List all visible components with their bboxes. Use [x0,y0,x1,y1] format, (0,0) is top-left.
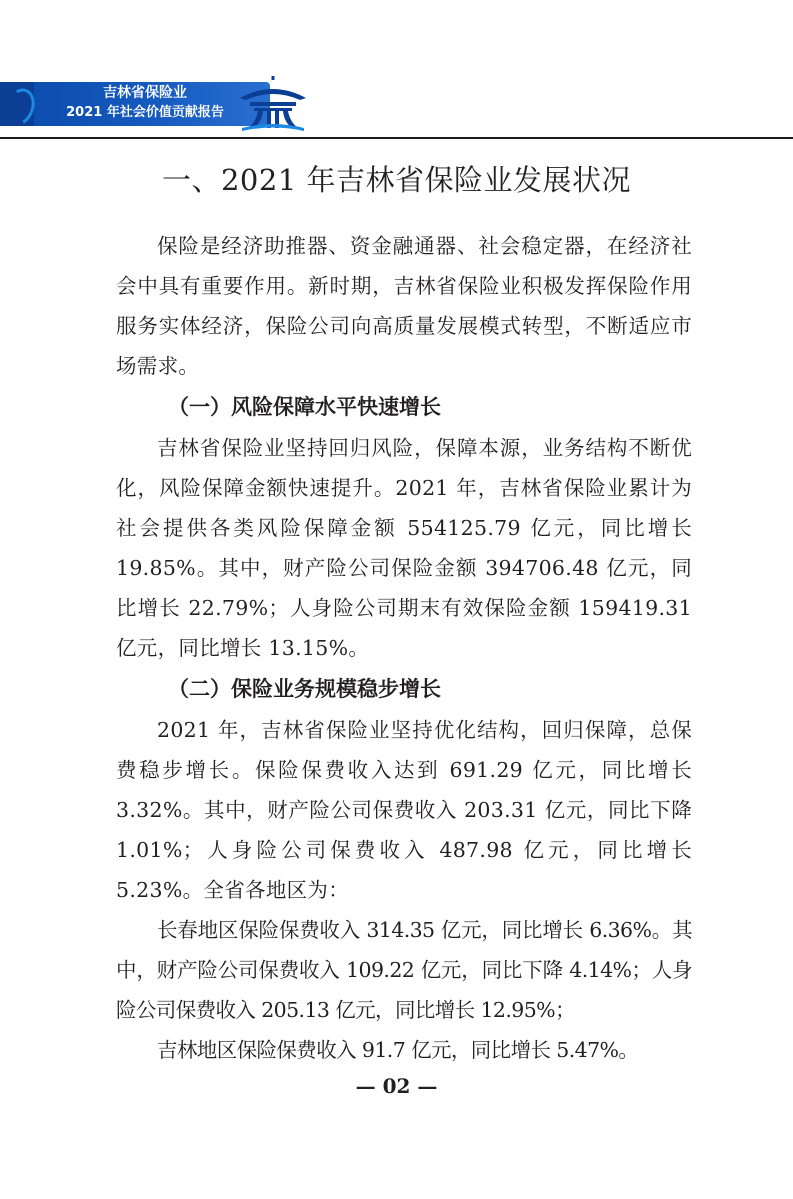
intro-paragraph: 保险是经济助推器、资金融通器、社会稳定器，在经济社会中具有重要作用。新时期，吉林省保险业积极发挥保险作用服务实体经济，保险公司向高质量发展模式转型，不断适应市场需求。 [116,234,692,378]
jilin-paragraph: 吉林地区保险保费收入 91.7 亿元，同比增长 5.47%。 [157,1038,639,1062]
report-header [0,76,320,132]
header-title-line1: 吉林省保险业 [103,85,187,101]
header-title-line2: 2021 年社会价值贡献报告 [66,105,224,120]
subsection-2-paragraph: 2021 年，吉林省保险业坚持优化结构，回归保障，总保费稳步增长。保险保费收入达到 691.29 亿元，同比增长 3.32%。其中，财产险公司保费收入 203.31 亿元，同比下降 1.01%；人身险公司保费收入 487.98 亿元，同比增长 5.23%。全省各地区为： [116,718,692,902]
header-divider [0,137,793,139]
subsection-heading-2: （二）保险业务规模稳步增长 [168,677,441,701]
changchun-paragraph: 长春地区保险保费收入 314.35 亿元，同比增长 6.36%。其中，财产险公司保费收入 109.22 亿元，同比下降 4.14%；人身险公司保费收入 205.13 亿元，同比增长 12.95%； [116,918,692,1022]
page-number: — 02 — [355,1074,438,1098]
section-title: 一、2021 年吉林省保险业发展状况 [161,163,632,197]
header-title [40,84,250,122]
header-accent [0,82,34,126]
page-content [116,226,692,1070]
subsection-heading-1: （一）风险保障水平快速增长 [168,395,441,419]
subsection-1-paragraph: 吉林省保险业坚持回归风险，保障本源，业务结构不断优化，风险保障金额快速提升。2021 年，吉林省保险业累计为社会提供各类风险保障金额 554125.79 亿元，同比增长 19.85%。其中，财产险公司保险金额 394706.48 亿元，同比增长 22.79%；人身险公司期末有效保险金额 159419.31 亿元，同比增长 13.15%。 [116,436,692,660]
pavilion-logo-icon [236,76,310,132]
